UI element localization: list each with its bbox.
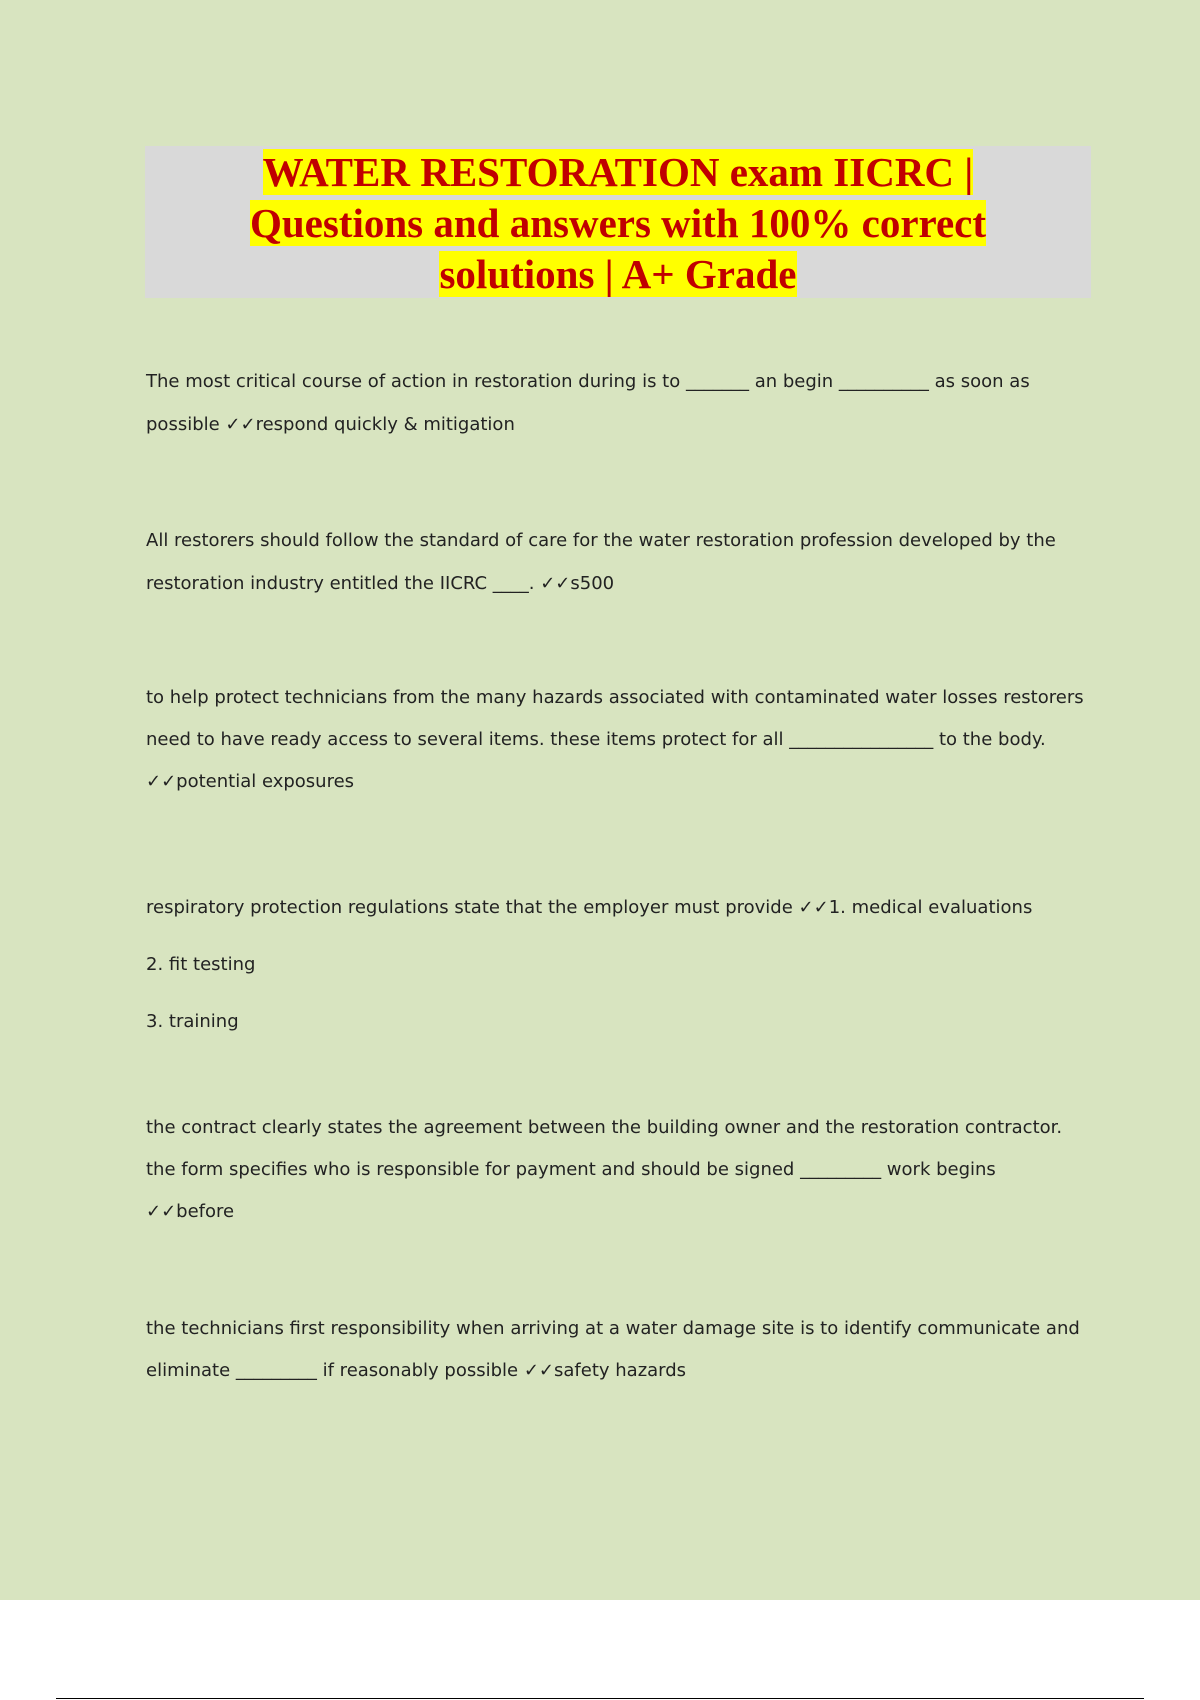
qa-line: the form specifies who is responsible for payment and should be signed _________ work begins [146, 1159, 996, 1180]
qa-line: restoration industry entitled the IICRC ____. ✓✓s500 [146, 573, 615, 594]
qa-line: eliminate _________ if reasonably possible ✓✓safety hazards [146, 1360, 687, 1381]
qa-line: ✓✓before [146, 1201, 235, 1222]
title-line-1: WATER RESTORATION exam IICRC | [262, 149, 974, 195]
qa-item-6 [146, 1308, 1096, 1392]
qa-line: need to have ready access to several items. these items protect for all ________________ to the body. [146, 729, 1046, 750]
qa-line: the technicians first responsibility when arriving at a water damage site is to identify communicate and [146, 1318, 1080, 1339]
footer-divider [56, 1698, 1144, 1699]
qa-line: respiratory protection regulations state that the employer must provide ✓✓1. medical evaluations [146, 897, 1033, 918]
qa-item-3 [146, 677, 1096, 803]
document-title [250, 147, 986, 300]
qa-item-1 [146, 360, 1096, 446]
qa-line: ✓✓potential exposures [146, 771, 355, 792]
qa-item-4 [146, 879, 1096, 1050]
qa-line: 3. training [146, 1011, 239, 1032]
qa-line: to help protect technicians from the many hazards associated with contaminated water losses restorers [146, 687, 1084, 708]
title-line-3: solutions | A+ Grade [439, 251, 797, 297]
title-box [145, 146, 1091, 298]
qa-line: All restorers should follow the standard of care for the water restoration profession developed by the [146, 530, 1056, 551]
title-line-2: Questions and answers with 100% correct [249, 200, 987, 246]
qa-line: The most critical course of action in restoration during is to _______ an begin __________ as soon as [146, 371, 1030, 392]
qa-line: the contract clearly states the agreement between the building owner and the restoration contractor. [146, 1117, 1063, 1138]
qa-line: 2. fit testing [146, 954, 256, 975]
qa-item-5 [146, 1107, 1096, 1233]
qa-line: possible ✓✓respond quickly & mitigation [146, 414, 515, 435]
qa-item-2 [146, 519, 1096, 605]
